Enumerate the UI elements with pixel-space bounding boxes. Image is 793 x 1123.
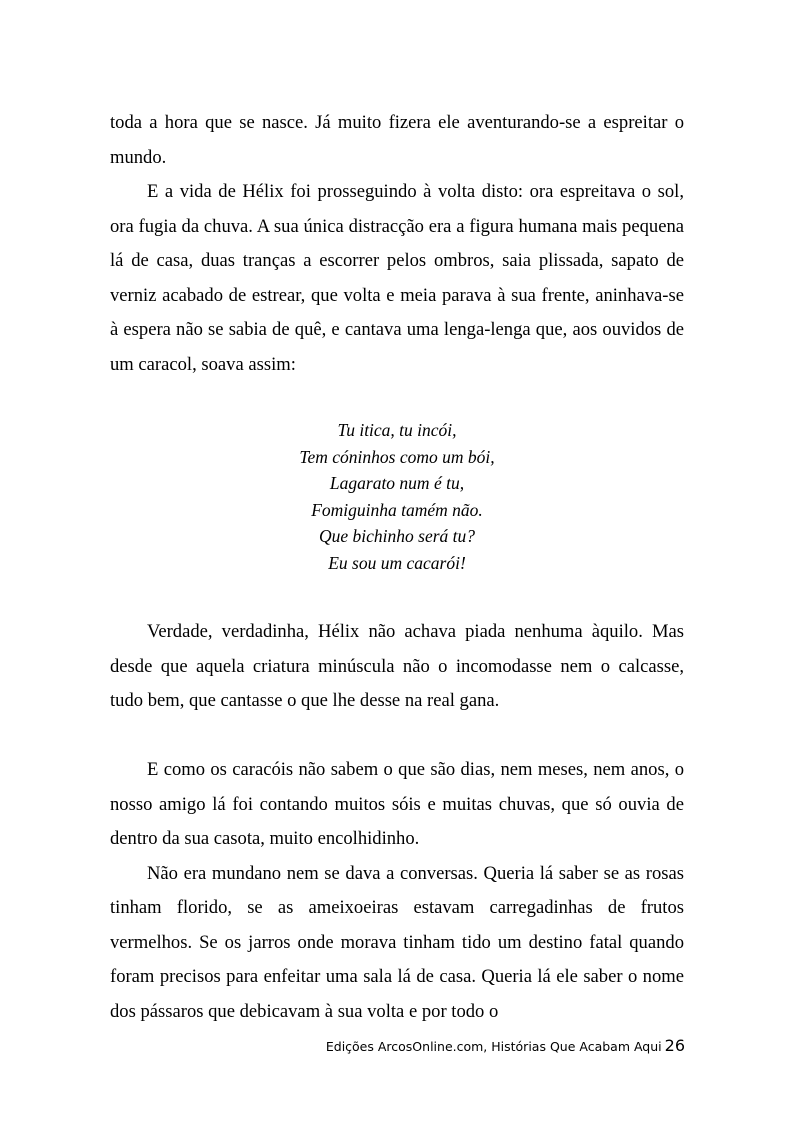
poem-line: Tu itica, tu incói, — [337, 420, 457, 440]
poem-line: Lagarato num é tu, — [329, 473, 465, 493]
poem-line: Fomiguinha tamém não. — [311, 499, 483, 520]
poem-line: Que bichinho será tu? — [318, 526, 476, 546]
page-footer — [326, 1036, 685, 1055]
paragraph-helix-life: E a vida de Hélix foi prosseguindo à volta disto: ora espreitava o sol, ora fugia da chuva. A sua única distracção era a figura humana mais pequena lá de casa, duas tranças a escorrer pelos ombros, saia plissada, sapato de verniz acabado de estrear, que volta e meia parava à sua frente, aninhava-se à espera não se sabia de quê, e cantava uma lenga-lenga que, aos ouvidos de um caracol, soava assim: — [110, 181, 684, 375]
footer-text: Edições ArcosOnline.com, Histórias Que Acabam Aqui — [325, 1039, 662, 1054]
paragraph-continuation: toda a hora que se nasce. Já muito fizera ele aventurando-se a espreitar o mundo. — [110, 112, 684, 168]
poem-line: Tem cóninhos como um bói, — [299, 446, 495, 467]
poem-verse — [110, 417, 684, 576]
text-block-top — [110, 106, 684, 382]
paragraph-mundano: Não era mundano nem se dava a conversas. Queria lá saber se as rosas tinham florido, se as ameixoeiras estavam carregadinhas de frutos vermelhos. Se os jarros onde morava tinham tido um destino fatal quando foram precisos para enfeitar uma sala lá de casa. Queria lá ele saber o nome dos pássaros que debicavam à sua volta e por todo o — [110, 862, 684, 1022]
paragraph-verdade: Verdade, verdadinha, Hélix não achava piada nenhuma àquilo. Mas desde que aquela criatura minúscula não o incomodasse nem o calcasse, tudo bem, que cantasse o que lhe desse na real gana. — [110, 621, 684, 711]
page-number: 26 — [664, 1036, 685, 1055]
paragraph-caracois: E como os caracóis não sabem o que são dias, nem meses, nem anos, o nosso amigo lá foi contando muitos sóis e muitas chuvas, que só ouvia de dentro da sua casota, muito encolhidinho. — [110, 759, 684, 849]
poem-line: Eu sou um cacarói! — [328, 552, 466, 573]
text-block-bottom — [110, 753, 684, 1029]
text-block-middle — [110, 615, 684, 719]
